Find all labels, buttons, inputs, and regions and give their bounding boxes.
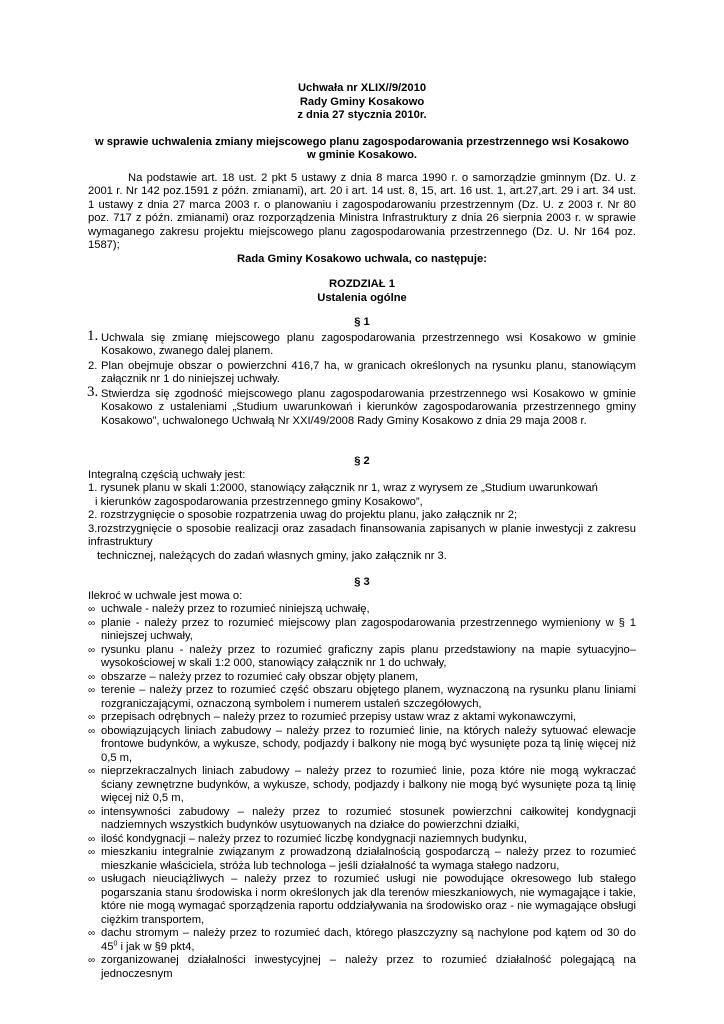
definition-text: ilość kondygnacji – należy przez to rozumieć liczbę kondygnacji naziemnych budynku,: [101, 832, 527, 845]
section-2-body: [88, 469, 636, 564]
definition-item: [88, 644, 636, 671]
definition-item: [88, 927, 636, 954]
list-item: [87, 383, 636, 429]
chapter-title: ROZDZIAŁ 1: [329, 278, 395, 290]
infinity-bullet-icon: ∞: [88, 725, 96, 737]
definition-text: obowiązujących liniach zabudowy – należy przez to rozumieć linie, na których należy sytuować elewacje frontowe budynków, a wykusze, schody, podjazdy i balkony nie mogą być wysunięte poza tą linię więcej niż 0,5 m,: [101, 724, 636, 764]
item-text: Stwierdza się zgodność miejscowego planu zagospodarowania przestrzennego wsi Kosakowo w gminie Kosakowo z ustaleniami „Studium uwarunkowań i kierunków zagospodarowania przestrzennego gminy Kosakowo”, uchwalonego Uchwałą Nr XXI/49/2008 Rady Gminy Kosakowo z dnia 29 maja 2008 r.: [101, 387, 636, 427]
infinity-bullet-icon: ∞: [88, 833, 96, 845]
definition-text: planie - należy przez to rozumieć miejscowy plan zagospodarowania przestrzennego wymieniony w § 1 niniejszej uchwały,: [101, 616, 636, 642]
infinity-bullet-icon: ∞: [88, 671, 96, 683]
definition-item: [88, 684, 636, 711]
infinity-bullet-icon: ∞: [88, 955, 96, 966]
attachment-2-line: 2. rozstrzygnięcie o sposobie rozpatrzenia uwag do projektu planu, jako załącznik nr 2;: [88, 509, 518, 521]
item-text: Plan obejmuje obszar o powierzchni 416,7 ha, w granicach określonych na rysunku planu, stanowiącym załącznik nr 1 do niniejszej uchwały.: [101, 359, 636, 385]
infinity-bullet-icon: ∞: [88, 928, 96, 939]
definition-item: [88, 711, 636, 725]
subject-line-1: w sprawie uchwalenia zmiany miejscowego planu zagospodarowania przestrzennego wsi Kosakowo: [94, 135, 630, 148]
definition-text: zorganizowanej działalności inwestycyjnej – należy przez to rozumieć działalność polegającą na jednoczesnym: [101, 954, 636, 980]
definition-item: [88, 603, 636, 617]
definition-item: [88, 846, 636, 873]
section-1-list: [87, 327, 636, 429]
definition-text: przepisach odrębnych – należy przez to rozumieć przepisy ustaw wraz z aktami wykonawczymi,: [101, 711, 577, 723]
definition-text: obszarze – należy przez to rozumieć cały obszar objęty planem,: [101, 670, 419, 683]
definition-item: [88, 806, 636, 833]
definition-text: dachu stromym – należy przez to rozumieć dach, którego płaszczyzny są nachylone pod kątem od 30 do 45: [101, 927, 636, 953]
infinity-bullet-icon: ∞: [88, 604, 96, 615]
infinity-bullet-icon: ∞: [88, 766, 96, 777]
infinity-bullet-icon: ∞: [88, 847, 96, 858]
definition-item: [88, 765, 636, 806]
definition-item: [88, 617, 636, 644]
attachment-1-line: 1. rysunek planu w skali 1:2000, stanowiący załącznik nr 1, wraz z wyrysem ze „Studium uwarunkowań: [88, 482, 598, 494]
resolution-date: z dnia 27 stycznia 2010r.: [297, 109, 427, 121]
degree-superscript: 0: [113, 939, 118, 947]
section-3-intro: Ilekroć w uchwale jest mowa o:: [88, 589, 243, 602]
definition-text: intensywności zabudowy – należy przez to rozumieć stosunek powierzchni całkowitej kondygnacji nadziemnych wszystkich budynków usytuowanych na działce do powierzchni działki,: [101, 805, 636, 831]
resolves-statement: Rada Gminy Kosakowo uchwala, co następuje:: [237, 252, 487, 265]
attachment-1-continuation: i kierunków zagospodarowania przestrzennego gminy Kosakowo”,: [95, 495, 423, 508]
definition-text: usługach nieuciążliwych – należy przez to rozumieć usługi nie powodujące okresowego lub stałego pogarszania stanu środowiska i norm określonych jak dla terenów mieszkaniowych, nie wymagające i takie, które nie mogą wymagać sporządzenia raportu oddziaływania na środowisko oraz - nie wymagające obsługi ciężkim transportem,: [101, 873, 636, 926]
attachment-3-continuation: technicznej, należących do zadań własnych gminy, jako załącznik nr 3.: [97, 549, 447, 562]
resolution-header: [88, 82, 636, 123]
section-1-title: § 1: [354, 316, 370, 328]
definition-text: nieprzekraczalnych liniach zabudowy – należy przez to rozumieć linie, poza które nie mogą wykraczać ściany zewnętrzne budynków, a wykusze, schody, podjazdy i balkony nie mogą być wysunięte poza tą linię więcej niż 0,5 m,: [101, 765, 636, 804]
resolution-subject: [88, 136, 636, 163]
definition-item: [88, 725, 636, 766]
chapter-heading: [88, 278, 636, 305]
definition-item: [88, 954, 636, 981]
item-number: 3.: [87, 383, 99, 400]
definition-item: [88, 873, 636, 927]
item-number: 1.: [87, 327, 99, 344]
item-number: 2.: [88, 359, 98, 372]
infinity-bullet-icon: ∞: [88, 685, 96, 696]
chapter-subtitle: Ustalenia ogólne: [317, 291, 407, 304]
definition-text: rysunku planu - należy przez to rozumieć graficzny zapis planu przedstawiony na mapie sytuacyjno–wysokościowej w skali 1:2 000, stanowiący załącznik nr 1 do uchwały,: [101, 643, 636, 669]
infinity-bullet-icon: ∞: [88, 712, 96, 723]
definition-item: [88, 833, 636, 847]
section-2-intro: Integralną częścią uchwały jest:: [88, 468, 246, 481]
section-2-title: § 2: [354, 455, 370, 467]
definition-text-tail: i jak w §9 pkt4,: [117, 940, 195, 953]
definitions-list: [88, 603, 636, 981]
infinity-bullet-icon: ∞: [88, 874, 96, 885]
infinity-bullet-icon: ∞: [88, 617, 96, 629]
definition-text: terenie – należy przez to rozumieć część obszaru objętego planem, wyznaczoną na rysunku planu liniami rozgraniczającymi, oznaczoną symbolem i numerem ustaleń szczegółowych,: [101, 684, 636, 710]
item-text: Uchwala się zmianę miejscowego planu zagospodarowania przestrzennego wsi Kosakowo w gminie Kosakowo, zwanego dalej planem.: [101, 331, 636, 357]
attachment-3-line: 3.rozstrzygnięcie o sposobie realizacji oraz zasadach finansowania zapisanych w planie inwestycji z zakresu infrastruktury: [88, 522, 636, 548]
resolution-number: Uchwała nr XLIX//9/2010: [297, 82, 427, 94]
definition-item: [88, 671, 636, 685]
list-item: [88, 360, 636, 387]
council-name: Rady Gminy Kosakowo: [299, 95, 425, 108]
list-item: [87, 327, 636, 359]
section-3-title: § 3: [354, 576, 370, 588]
definition-text: uchwale - należy przez to rozumieć niniejszą uchwałę,: [101, 603, 370, 615]
legal-basis: Na podstawie art. 18 ust. 2 pkt 5 ustawy z dnia 8 marca 1990 r. o samorządzie gminnym (Dz. U. z 2001 r. Nr 142 poz.1591 z późn. zmianami), art. 20 i art. 14 ust. 8, 15, art. 16 ust. 1, art.27,art. 29 i art. 34 ust. 1 ustawy z dnia 27 marca 2003 r. o planowaniu i zagospodarowaniu przestrzennym (Dz. U. z 2003 r. Nr 80 poz. 717 z późn. zmianami) oraz rozporządzenia Ministra Infrastruktury z dnia 26 sierpnia 2003 r. w sprawie wymaganego zakresu projektu miejscowego planu zagospodarowania przestrzennego (Dz. U. Nr 164 poz. 1587);: [88, 171, 636, 251]
infinity-bullet-icon: ∞: [88, 806, 96, 818]
subject-line-2: w gminie Kosakowo.: [306, 149, 418, 161]
infinity-bullet-icon: ∞: [88, 644, 96, 656]
definition-text: mieszkaniu integralnie związanym z prowadzoną działalnością gospodarczą – należy przez to rozumieć mieszkanie właściciela, stróża lub technologa – jeśli działalność ta wymaga stałego nadzoru,: [101, 846, 636, 872]
